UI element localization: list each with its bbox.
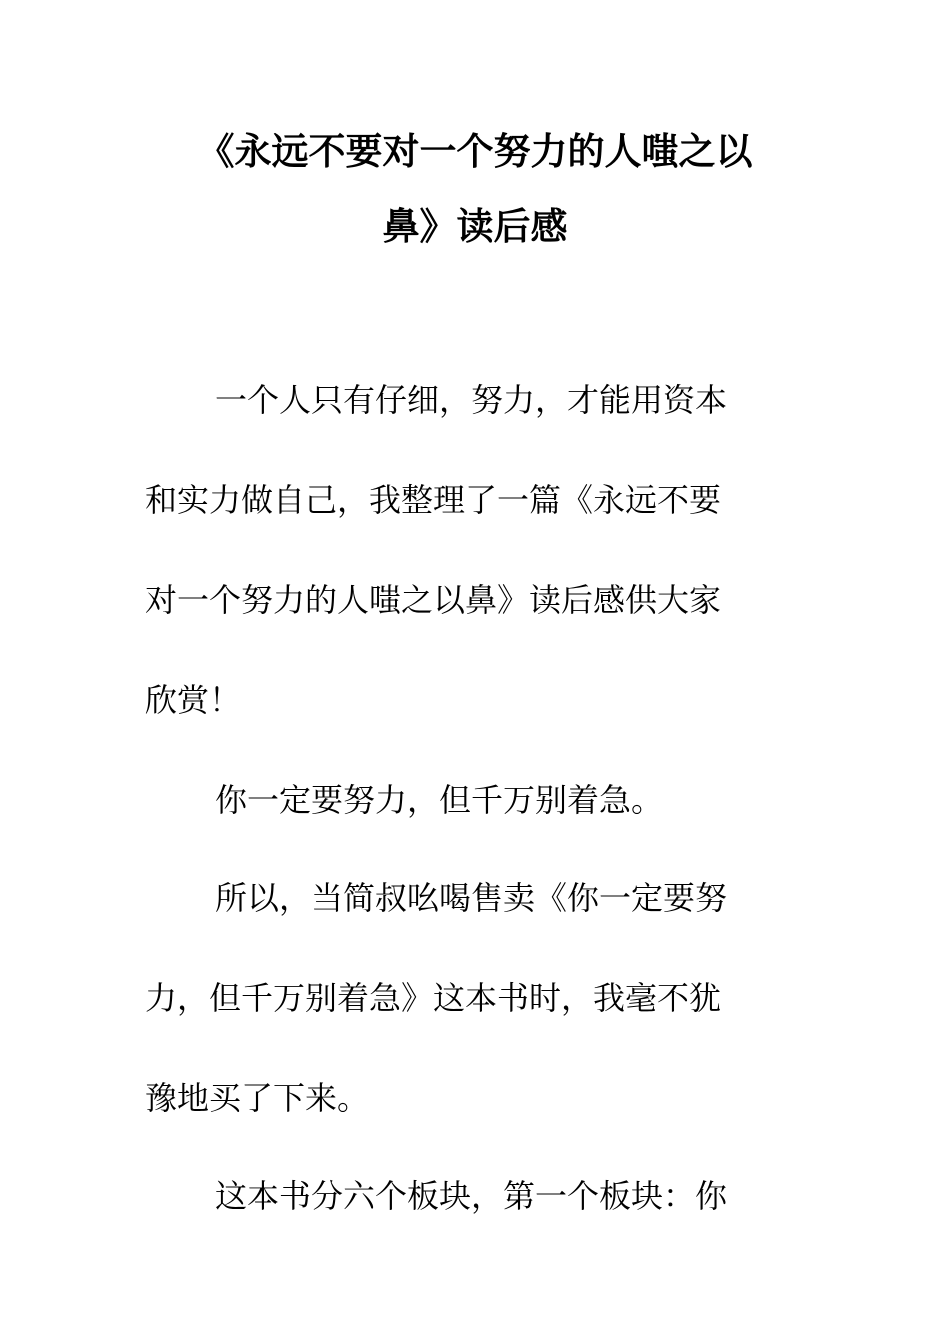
body-line-9: 这本书分六个板块，第一个板块：你 (215, 1177, 728, 1215)
body-line-4: 欣赏！ (145, 681, 242, 719)
body-line-7: 力，但千万别着急》这本书时，我毫不犹 (145, 979, 722, 1017)
body-line-1: 一个人只有仔细，努力，才能用资本 (215, 381, 728, 419)
title-line-1: 《永远不要对一个努力的人嗤之以 (197, 130, 753, 173)
body-line-6: 所以，当简叔吆喝售卖《你一定要努 (215, 879, 728, 917)
body-line-5: 你一定要努力，但千万别着急。 (215, 781, 664, 819)
body-line-8: 豫地买了下来。 (145, 1079, 370, 1117)
body-line-2: 和实力做自己，我整理了一篇《永远不要 (145, 481, 722, 519)
body-line-3: 对一个努力的人嗤之以鼻》读后感供大家 (145, 581, 722, 619)
title-line-2: 鼻》读后感 (382, 205, 568, 248)
